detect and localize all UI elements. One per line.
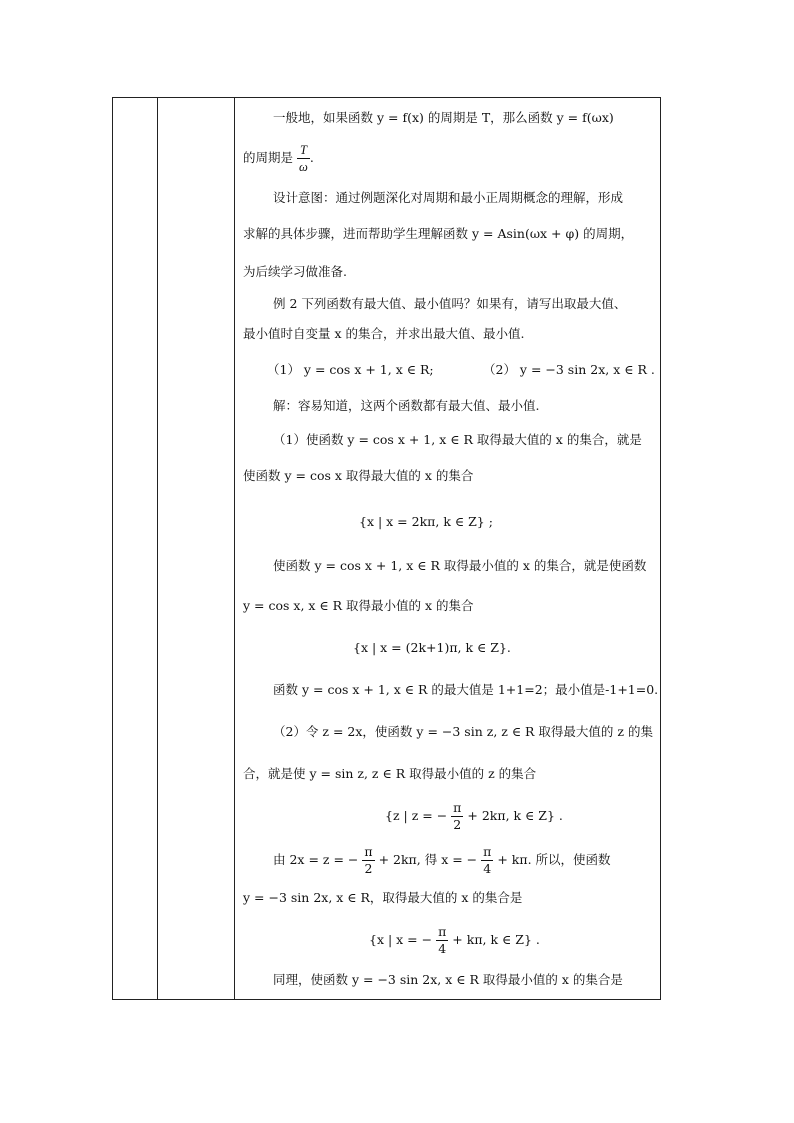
text-line: 一般地，如果函数 y = f(x) 的周期是 T，那么函数 y = f(ωx) [273, 110, 614, 125]
text-line: 使函数 y = cos x + 1, x ∈ R 取得最小值的 x 的集合，就是使函数 [273, 558, 647, 573]
math-set: {x | x = (2k+1)π, k ∈ Z}. [353, 640, 511, 655]
text-line: 求解的具体步骤，进而帮助学生理解函数 y = Asin(ωx + φ) 的周期， [243, 226, 634, 241]
text-line: 合，就是使 y = sin z, z ∈ R 取得最小值的 z 的集合 [243, 766, 537, 781]
math-set: {x | x = 2kπ, k ∈ Z} ; [359, 514, 493, 529]
text-line: 同理，使函数 y = −3 sin 2x, x ∈ R 取得最小值的 x 的集合是 [273, 972, 623, 987]
content-cell [235, 98, 660, 999]
text-line: （1）使函数 y = cos x + 1, x ∈ R 取得最大值的 x 的集合，就是 [273, 432, 642, 447]
fraction: $\frac{\pi}{2}$ [364, 844, 373, 876]
math-set: {x | x = − $\frac{\pi}{4}$ + kπ, k ∈ Z} . [369, 924, 540, 956]
fraction: $\frac{\pi}{4}$ [483, 844, 492, 876]
text-line: （2） y = −3 sin 2x, x ∈ R . [483, 362, 655, 377]
text-line: 函数 y = cos x + 1, x ∈ R 的最大值是 1+1=2；最小值是-1+1=0. [273, 682, 659, 697]
math-set: {z | z = − $\frac{\pi}{2}$ + 2kπ, k ∈ Z} . [385, 800, 563, 832]
text-line: y = −3 sin 2x, x ∈ R，取得最大值的 x 的集合是 [243, 890, 523, 905]
text-line: 设计意图：通过例题深化对周期和最小正周期概念的理解，形成 [273, 190, 624, 205]
text-line: y = cos x, x ∈ R 取得最小值的 x 的集合 [243, 598, 474, 613]
lesson-table [112, 97, 661, 1000]
text-line: 解：容易知道，这两个函数都有最大值、最小值. [273, 398, 540, 413]
column-divider-1 [157, 98, 158, 999]
text-line: 最小值时自变量 x 的集合，并求出最大值、最小值. [243, 326, 525, 341]
text-line: 使函数 y = cos x 取得最大值的 x 的集合 [243, 468, 474, 483]
fraction: $\frac{\pi}{2}$ [453, 800, 462, 832]
fraction: $\frac{\pi}{4}$ [438, 924, 447, 956]
text-line: （2）令 z = 2x，使函数 y = −3 sin z, z ∈ R 取得最大值的 z 的集 [273, 724, 653, 739]
fraction: $\frac{T}{\omega}$ [299, 143, 308, 174]
text-line: 的周期是 $\frac{T}{\omega}$ . [243, 143, 314, 174]
text-line: 为后续学习做准备. [243, 264, 347, 279]
text-line: 由 2x = z = − $\frac{\pi}{2}$ + 2kπ, 得 x = − $\frac{\pi}{4}$ + kπ. 所以，使函数 [273, 844, 611, 876]
example-heading: 例 2 下列函数有最大值、最小值吗？如果有，请写出取最大值、 [273, 296, 627, 311]
text-line: （1） y = cos x + 1, x ∈ R; [267, 362, 434, 377]
